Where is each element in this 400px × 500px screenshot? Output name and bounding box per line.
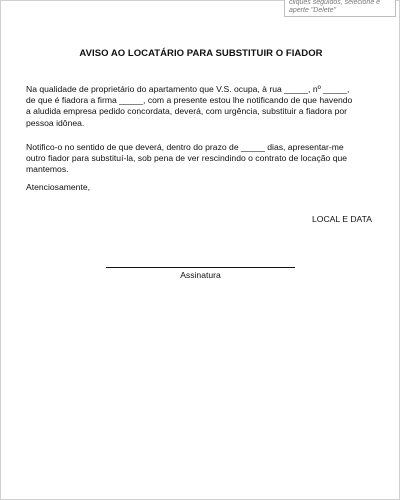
tooltip-line: aperte "Delete" <box>289 7 336 14</box>
instruction-tooltip <box>284 0 396 17</box>
paragraph-line: mantemos. <box>26 164 69 175</box>
signature-line <box>106 267 295 268</box>
paragraph-deadline <box>26 142 375 176</box>
closing-text: Atenciosamente, <box>26 182 91 192</box>
paragraph-notice <box>26 84 375 129</box>
paragraph-line: Notifico-o no sentido de que deverá, dentro do prazo de _____ dias, apresentar-me <box>26 142 344 152</box>
tooltip-line: cliques seguidos, selecione e <box>289 0 381 6</box>
paragraph-line: pessoa idônea. <box>26 117 85 128</box>
signature-label: Assinatura <box>180 270 221 280</box>
paragraph-line: de que é fiadora a firma _____, com a presente estou lhe notificando de que havendo <box>26 95 353 106</box>
place-date-text: LOCAL E DATA <box>311 214 372 224</box>
paragraph-line: Na qualidade de proprietário do apartamento que V.S. ocupa, à rua _____, nº _____, <box>26 84 350 94</box>
paragraph-line: outro fiador para substituí-la, sob pena de ver rescindindo o contrato de locação que <box>26 153 348 164</box>
document-title: AVISO AO LOCATÁRIO PARA SUBSTITUIR O FIADOR <box>79 48 323 59</box>
paragraph-line: a aludida empresa pedido concordata, deverá, com urgência, substituir a fiadora por <box>26 106 348 117</box>
